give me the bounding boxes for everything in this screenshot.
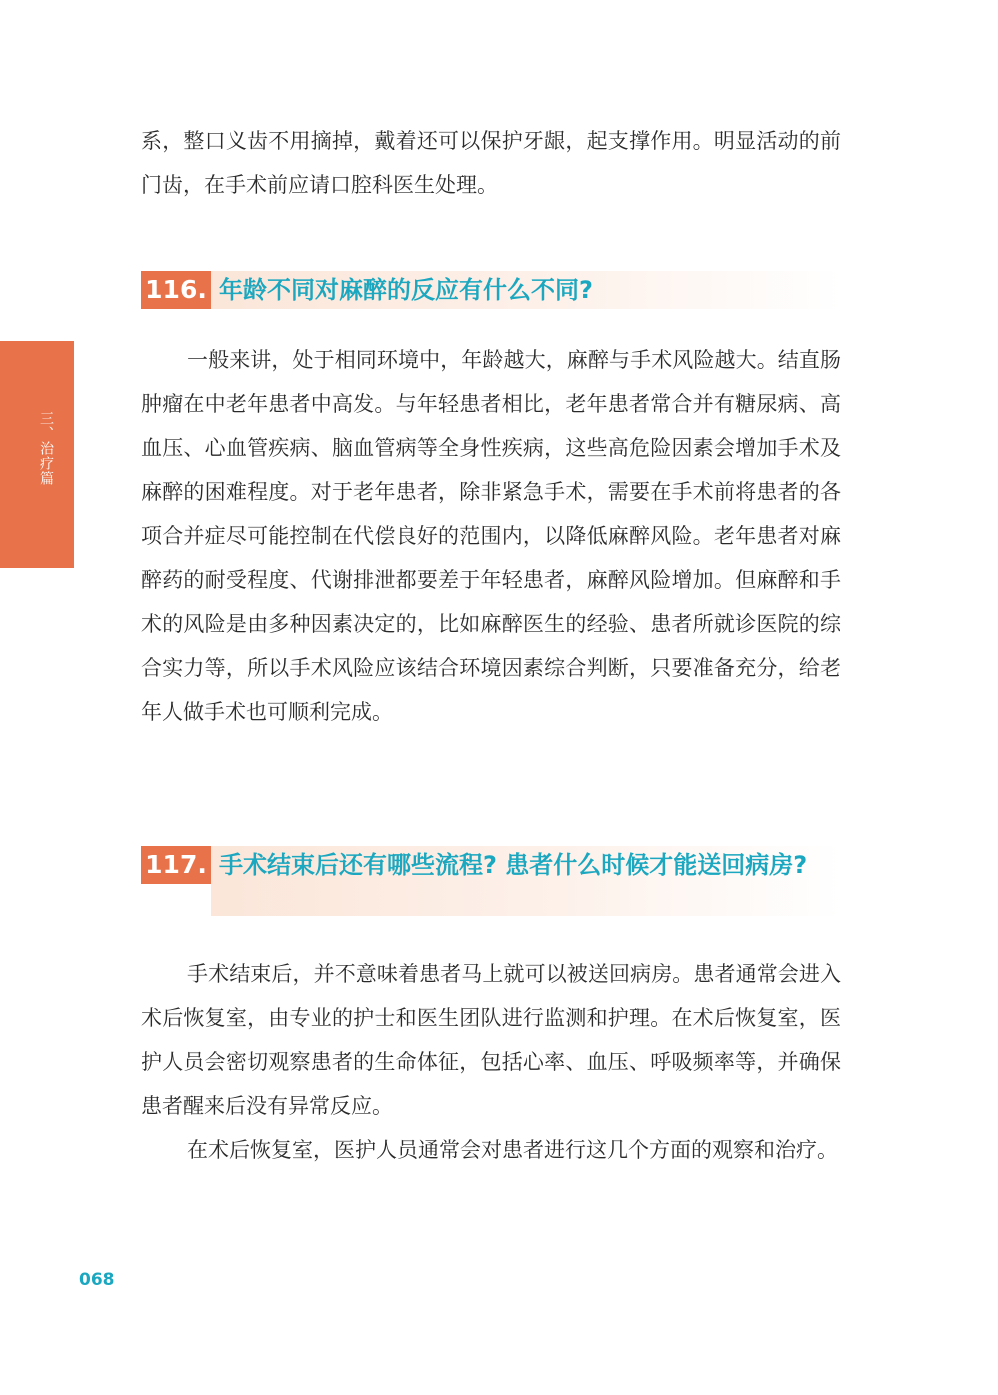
section-117-paragraph-1: 手术结束后，并不意味着患者马上就可以被送回病房。患者通常会进入术后恢复室，由专业的护士和医生团队进行监测和护理。在术后恢复室，医护人员会密切观察患者的生命体征，包括心率、血压、呼吸频率等，并确保患者醒来后没有异常反应。 [141,962,841,1118]
intro-paragraph: 系，整口义齿不用摘掉，戴着还可以保护牙龈，起支撑作用。明显活动的前门齿，在手术前应请口腔科医生处理。 [141,129,841,197]
section-117-paragraph-2: 在术后恢复室，医护人员通常会对患者进行这几个方面的观察和治疗。 [187,1138,838,1162]
chapter-side-tab-label: 三、治疗篇 [38,411,54,486]
section-116-number: 116. [141,271,211,309]
section-117-number: 117. [141,846,211,884]
section-116-title: 年龄不同对麻醉的反应有什么不同? [219,276,593,304]
section-117-title: 手术结束后还有哪些流程? 患者什么时候才能送回病房? [219,851,808,879]
section-117-heading [141,846,841,916]
section-116-heading [141,271,841,309]
page-number: 068 [79,1270,115,1290]
section-116-paragraph: 一般来讲，处于相同环境中，年龄越大，麻醉与手术风险越大。结直肠肿瘤在中老年患者中高发。与年轻患者相比，老年患者常合并有糖尿病、高血压、心血管疾病、脑血管病等全身性疾病，这些高危险因素会增加手术及麻醉的困难程度。对于老年患者，除非紧急手术，需要在手术前将患者的各项合并症尽可能控制在代偿良好的范围内，以降低麻醉风险。老年患者对麻醉药的耐受程度、代谢排泄都要差于年轻患者，麻醉风险增加。但麻醉和手术的风险是由多种因素决定的，比如麻醉医生的经验、患者所就诊医院的综合实力等，所以手术风险应该结合环境因素综合判断，只要准备充分，给老年人做手术也可顺利完成。 [141,348,841,724]
